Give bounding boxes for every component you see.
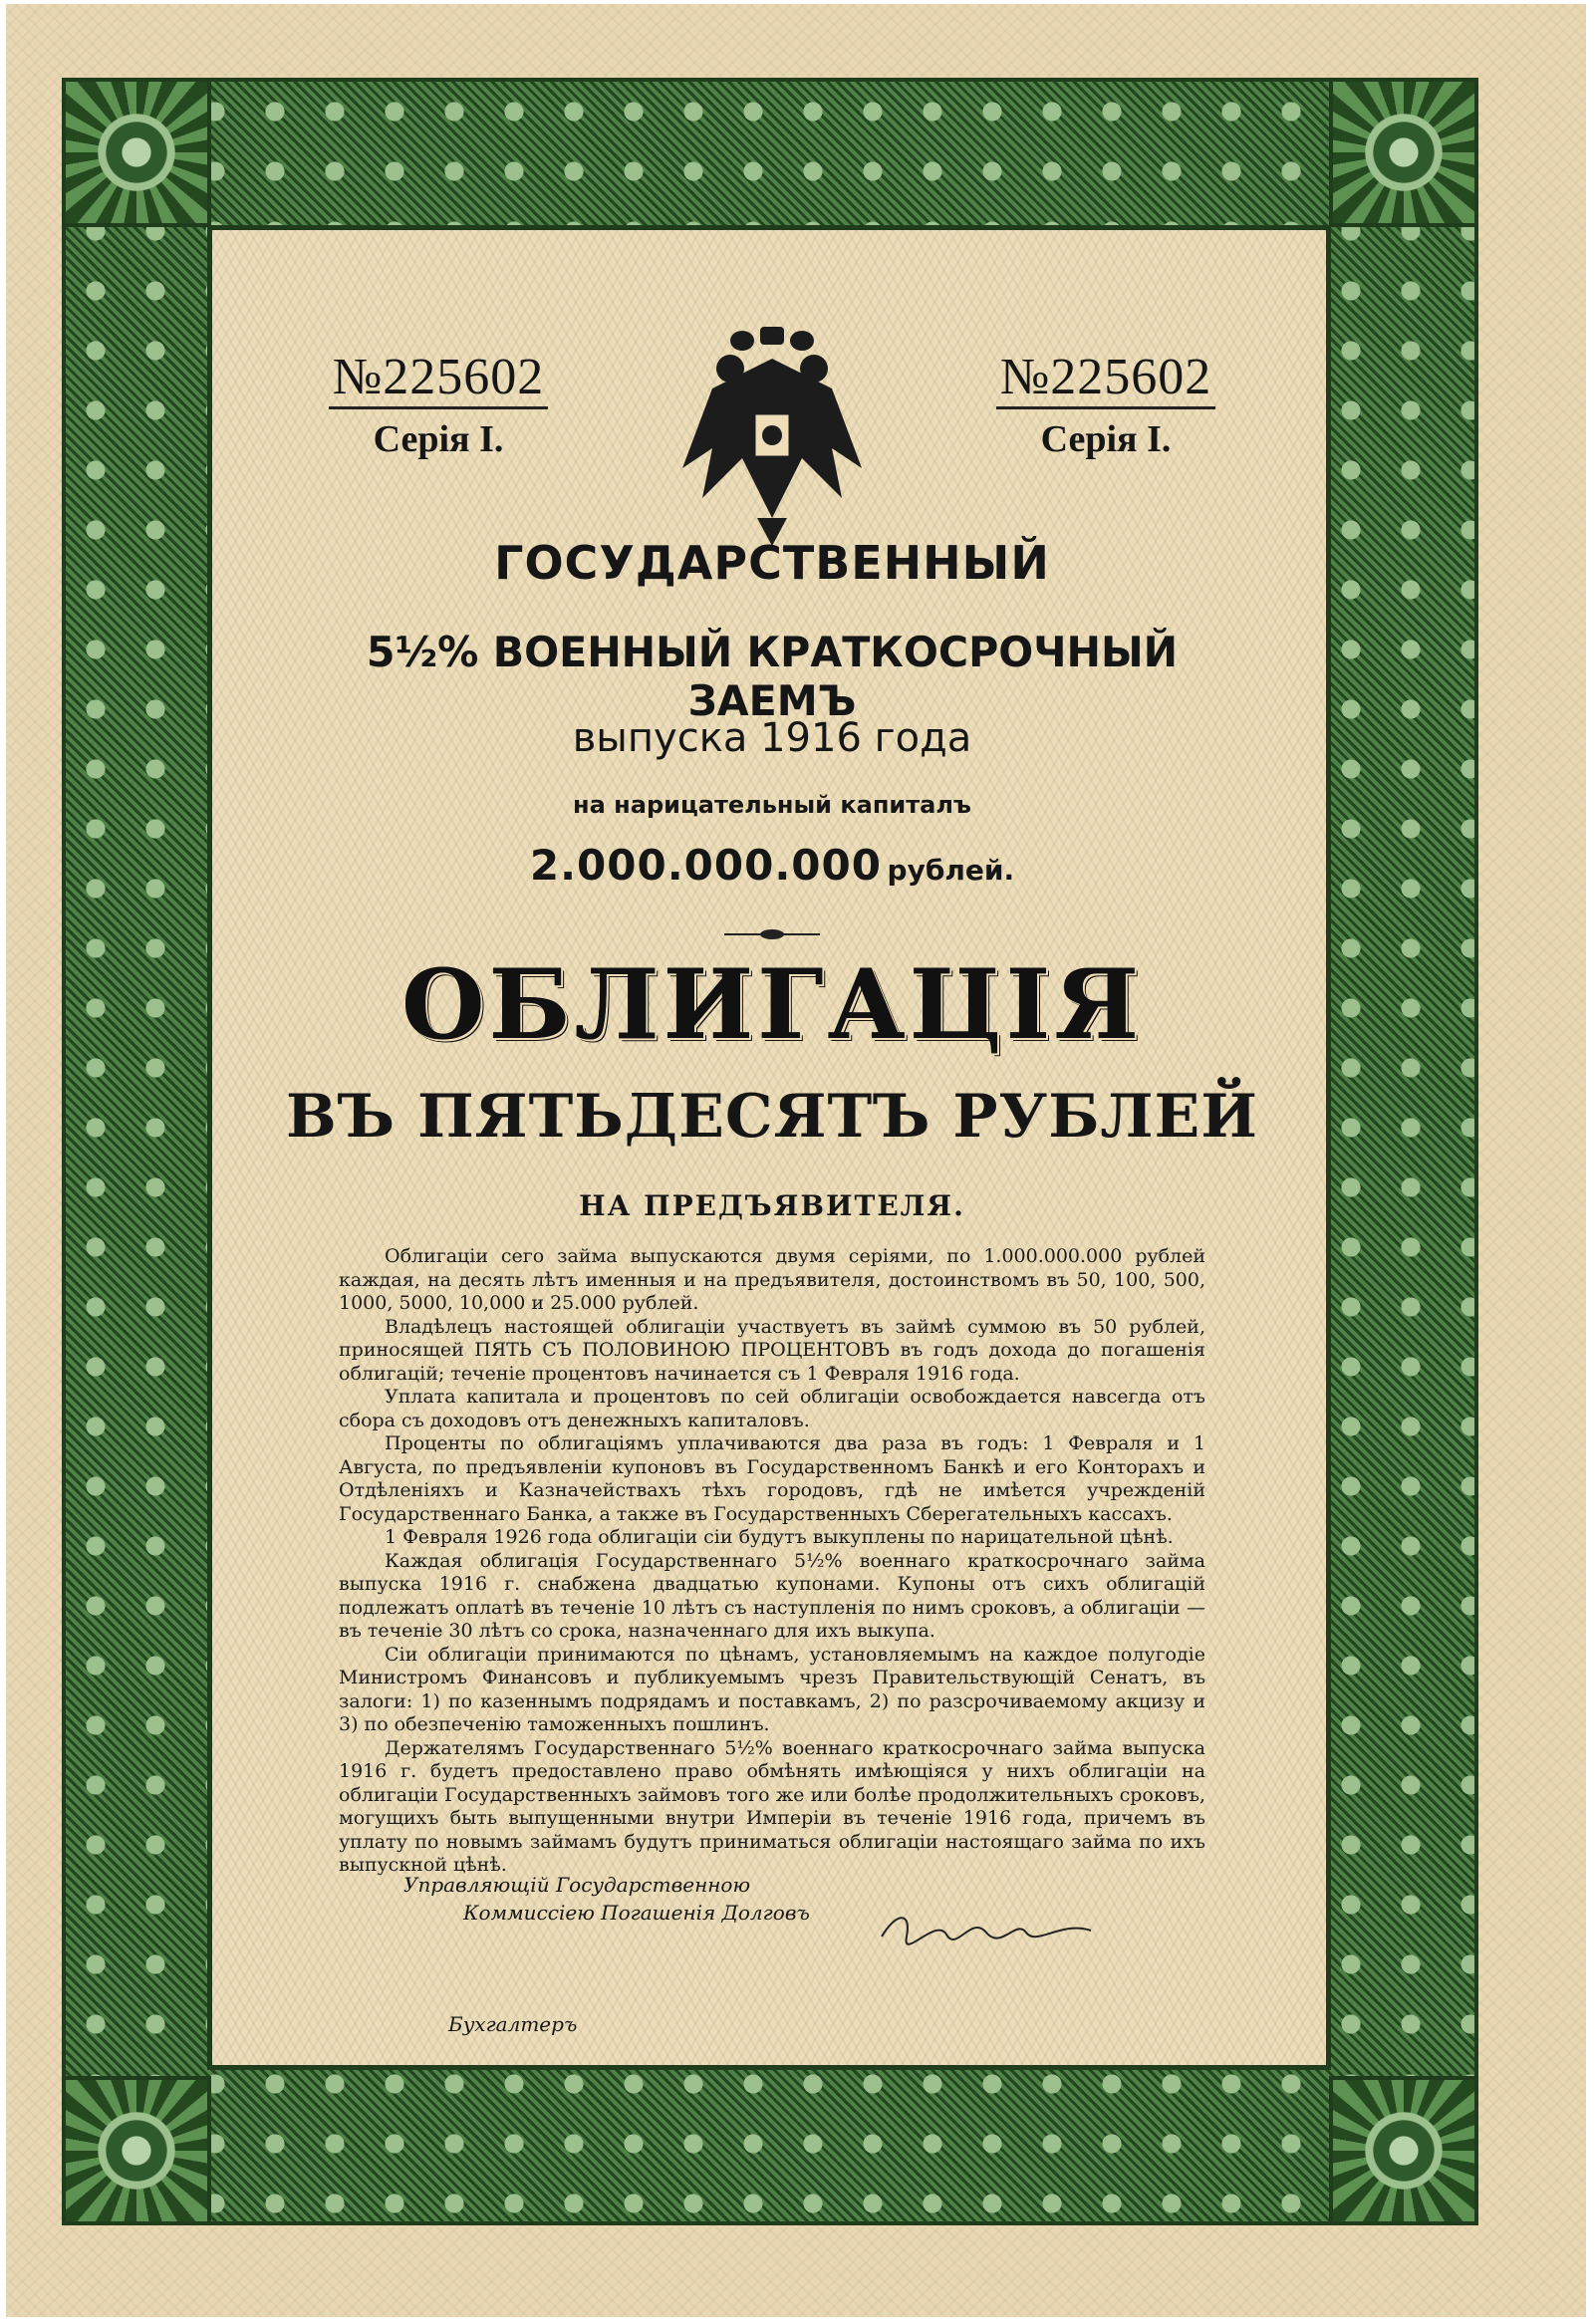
title-line-capital: [269, 841, 1275, 890]
bond-heading: ОБЛИГАЦІЯ: [400, 948, 1144, 1061]
capital-amount: 2.000.000.000: [529, 841, 882, 890]
handwritten-signature: [877, 1907, 1096, 1946]
terms-paragraph: Облигаціи сего займа выпускаются двумя серіями, по 1.000.000.000 рублей каждая, на десять лѣтъ именныя и на предъявителя, достоинствомъ въ 50, 100, 500, 1000, 5000, 10,000 и 25.000 рублей.: [339, 1245, 1205, 1314]
bearer-label: НА ПРЕДЪЯВИТЕЛЯ.: [579, 1189, 965, 1222]
title-line-capital-label: на нарицательный капиталъ: [573, 791, 971, 819]
corner-rosette-top-right: [1329, 78, 1478, 227]
serial-block-left: [289, 349, 588, 461]
bond-content: [269, 249, 1275, 2052]
serial-block-right: [956, 349, 1255, 461]
terms-paragraph: Сіи облигаціи принимаются по цѣнамъ, установляемымъ на каждое полугодіе Министромъ Финансовъ и публикуемымъ чрезъ Правительствующій Сенатъ, въ залоги: 1) по казеннымъ подрядамъ и поставкамъ, 2) по разсрочиваемому акцизу и 3) по обезпеченію таможенныхъ пошлинъ.: [339, 1643, 1205, 1735]
capital-unit: рублей.: [887, 854, 1015, 887]
terms-paragraph: Уплата капитала и процентовъ по сей облигаціи освобождается навсегда отъ сбора съ доходовъ отъ денежныхъ капиталовъ.: [339, 1386, 1205, 1431]
denomination: ВЪ ПЯТЬДЕСЯТЪ РУБЛЕЙ: [286, 1082, 1258, 1152]
serial-number-left: №225602: [329, 349, 549, 409]
terms-paragraph: Каждая облигація Государственнаго 5½% военнаго краткосрочнаго займа выпуска 1916 г. снабжена двадцатью купонами. Купоны отъ сихъ облигацій подлежатъ оплатѣ въ теченіе 10 лѣтъ съ наступленія по нимъ сроковъ, а облигаціи — въ теченіе 30 лѣтъ со срока, назначеннаго для ихъ выкупа.: [339, 1549, 1205, 1642]
accountant-label: Бухгалтеръ: [448, 2012, 578, 2036]
double-headed-eagle-icon: [672, 319, 872, 548]
terms-paragraph: Держателямъ Государственнаго 5½% военнаго краткосрочнаго займа выпуска 1916 г. будетъ предоставлено право обмѣнять имѣющіяся у нихъ облигаціи на облигаціи Государственныхъ займовъ того же или болѣе продолжительныхъ сроковъ, могущихъ быть выпущенными внутри Имперіи въ теченіе 1916 года, причемъ въ уплату по новымъ займамъ будутъ приниматься облигаціи настоящаго займа по ихъ выпускной цѣнѣ.: [339, 1736, 1205, 1876]
serial-number-right: №225602: [996, 349, 1216, 409]
corner-rosette-bottom-right: [1329, 2076, 1478, 2225]
signatory-line-2: Коммиссіею Погашенія Долговъ: [463, 1901, 810, 1925]
title-line-issue-year: выпуска 1916 года: [572, 715, 972, 761]
title-line-state: ГОСУДАРСТВЕННЫЙ: [494, 536, 1050, 590]
signatory-line-1: Управляющій Государственною: [403, 1873, 751, 1897]
terms-paragraph: Проценты по облигаціямъ уплачиваются два раза въ годъ: 1 Февраля и 1 Августа, по предъявленіи купоновъ въ Государственномъ Банкѣ и его Конторахъ и Отдѣленіяхъ и Казначействахъ тѣхъ городовъ, гдѣ не имѣется учрежденій Государственнаго Банка, а также въ Государственныхъ Сберегательныхъ кассахъ.: [339, 1432, 1205, 1525]
divider-ornament-icon: [722, 926, 822, 942]
series-label-left: Серія I.: [373, 418, 504, 460]
terms-paragraph: 1 Февраля 1926 года облигаціи сіи будутъ выкуплены по нарицательной цѣнѣ.: [385, 1526, 1174, 1548]
corner-rosette-bottom-left: [62, 2076, 211, 2225]
title-line-loan: 5½% ВОЕННЫЙ КРАТКОСРОЧНЫЙ ЗАЕМЪ: [366, 628, 1179, 725]
series-label-right: Серія I.: [1040, 418, 1172, 460]
bond-terms: [339, 1245, 1205, 1878]
terms-paragraph: Владѣлецъ настоящей облигаціи участвуетъ въ займѣ суммою въ 50 рублей, приносящей ПЯТЬ СЪ ПОЛОВИНОЮ ПРОЦЕНТОВЪ въ годъ дохода до погашенія облигацій; теченіе процентовъ начинается съ 1 Февраля 1916 года.: [339, 1315, 1205, 1385]
corner-rosette-top-left: [62, 78, 211, 227]
